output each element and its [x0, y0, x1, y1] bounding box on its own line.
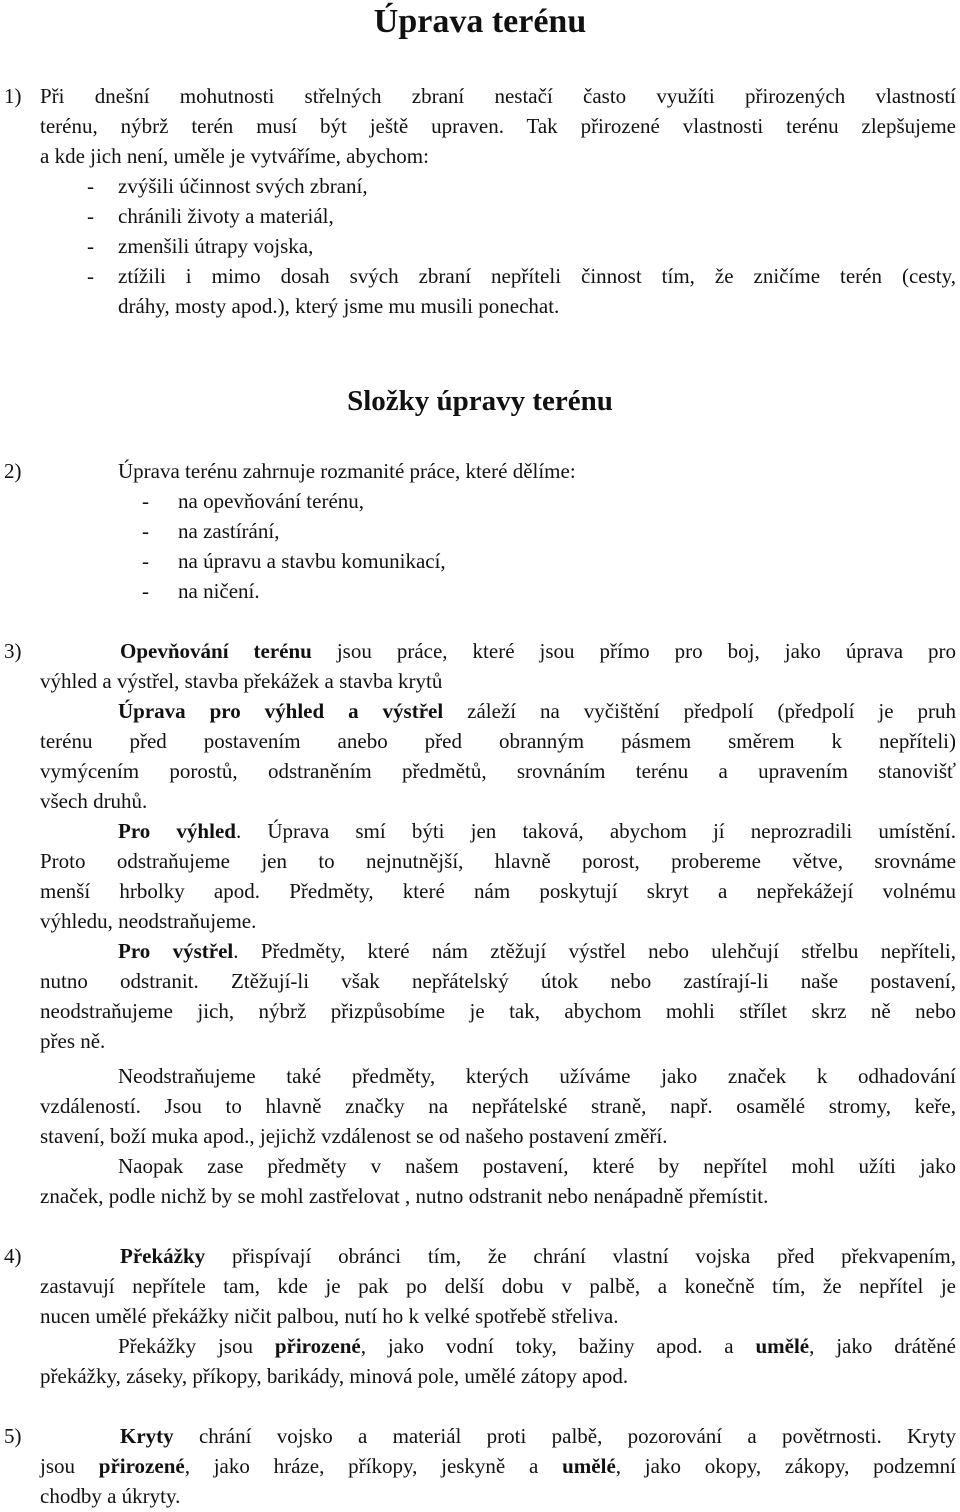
term-natural: přirozené [98, 1454, 185, 1478]
section-3-line-5: vymýcením porostů, odstraněním předmětů, srovnáním terénu a upravením stanovišť [40, 759, 956, 783]
section-5-number: 5) [4, 1424, 22, 1448]
section-3-line-6: všech druhů. [40, 789, 148, 813]
section-3-line-12: nutno odstranit. Ztěžují-li však nepřátelský útok nebo zastírají-li naše postavení, [40, 969, 956, 993]
section-3-line-11: Pro výstřel. Předměty, které nám ztěžují výstřel nebo ulehčují střelbu nepříteli, [118, 939, 956, 963]
term-shelters: Kryty [120, 1424, 174, 1448]
section-1-item-2: chránili životy a materiál, [118, 204, 334, 228]
section-1-line-1: Při dnešní mohutnosti střelných zbraní nestačí často využíti přirozených vlastností [40, 84, 956, 108]
term-natural: přirozené [274, 1334, 361, 1358]
list-dash: - [142, 489, 149, 513]
term-obstacles: Překážky [120, 1244, 206, 1268]
section-4-line-3: nucen umělé překážky ničit palbou, nutí ho k velké spotřebě střeliva. [40, 1304, 619, 1328]
section-3-line-4: terénu před postavením anebo před obranným pásmem směrem k nepříteli) [40, 729, 956, 753]
section-2-intro: Úprava terénu zahrnuje rozmanité práce, které dělíme: [118, 459, 576, 483]
section-3-line-14: přes ně. [40, 1029, 106, 1053]
list-dash: - [87, 234, 94, 258]
section-3-line-1: Opevňování terénu jsou práce, které jsou přímo pro boj, jako úprava pro [120, 639, 957, 663]
section-1-item-3: zmenšili útrapy vojska, [118, 234, 314, 258]
list-dash: - [87, 264, 94, 288]
section-5-line-3: chodby a úkryty. [40, 1484, 181, 1508]
section-1-number: 1) [4, 84, 22, 108]
section-2-number: 2) [4, 459, 22, 483]
section-3-line-19: značek, podle nichž by se mohl zastřelovat , nutno odstranit nebo nenápadně přemístit. [40, 1184, 769, 1208]
section-1-item-4: ztížili i mimo dosah svých zbraní nepříteli činnost tím, že zničíme terén (cesty, [118, 264, 956, 288]
section-3-line-3: Úprava pro výhled a výstřel záleží na vyčištění předpolí (předpolí je pruh [118, 699, 956, 723]
term-fire: Pro výstřel [118, 939, 234, 963]
list-dash: - [142, 549, 149, 573]
term-view: Pro výhled [118, 819, 236, 843]
section-4-line-5: překážky, záseky, příkopy, barikády, minová pole, umělé zátopy apod. [40, 1364, 629, 1388]
list-dash: - [87, 204, 94, 228]
list-dash: - [142, 579, 149, 603]
section-3-line-16: vzdáleností. Jsou to hlavně značky na nepřátelské straně, např. osamělé stromy, keře, [40, 1094, 956, 1118]
section-3-line-2: výhled a výstřel, stavba překážek a stavba krytů [40, 669, 443, 693]
section-1-line-2: terénu, nýbrž terén musí být ještě upraven. Tak přirozené vlastnosti terénu zlepšujeme [40, 114, 956, 138]
section-1-item-1: zvýšili účinnost svých zbraní, [118, 174, 368, 198]
section-3-line-17: stavení, boží muka apod., jejichž vzdálenost se od našeho postavení změří. [40, 1124, 668, 1148]
section-2-item-2: na zastírání, [178, 519, 280, 543]
section-4-line-4: Překážky jsou přirozené, jako vodní toky, bažiny apod. a umělé, jako drátěné [118, 1334, 956, 1358]
section-3-line-8: Proto odstraňujeme jen to nejnutnější, hlavně porost, probereme větve, srovnáme [40, 849, 956, 873]
section-4-line-1: Překážky přispívají obránci tím, že chrání vlastní vojska před překvapením, [120, 1244, 956, 1268]
term-fortification: Opevňování terénu [120, 639, 312, 663]
page-title: Úprava terénu [373, 3, 587, 40]
section-3-line-7: Pro výhled. Úprava smí býti jen taková, abychom jí neprozradili umístění. [118, 819, 956, 843]
section-2-item-4: na ničení. [178, 579, 260, 603]
section-3-line-13: neodstraňujeme jich, nýbrž přizpůsobíme je tak, abychom mohli střílet skrz ně nebo [40, 999, 956, 1023]
section-4-line-2: zastavují nepřítele tam, kde je pak po delší dobu v palbě, a konečně tím, že nepřítel je [40, 1274, 956, 1298]
list-dash: - [87, 174, 94, 198]
term-view-fire: Úprava pro výhled a výstřel [118, 699, 444, 723]
section-3-line-10: výhledu, neodstraňujeme. [40, 909, 257, 933]
section-heading: Složky úpravy terénu [347, 385, 613, 417]
section-2-item-3: na úpravu a stavbu komunikací, [178, 549, 446, 573]
term-artificial: umělé [755, 1334, 810, 1358]
section-5-line-2: jsou přirozené, jako hráze, příkopy, jeskyně a umělé, jako okopy, zákopy, podzemní [40, 1454, 956, 1478]
section-3-number: 3) [4, 639, 22, 663]
term-artificial: umělé [562, 1454, 616, 1478]
section-5-line-1: Kryty chrání vojsko a materiál proti palbě, pozorování a povětrnosti. Kryty [120, 1424, 956, 1448]
section-3-line-18: Naopak zase předměty v našem postavení, které by nepřítel mohl užíti jako [118, 1154, 956, 1178]
section-1-line-3: a kde jich není, uměle je vytváříme, abychom: [40, 144, 429, 168]
section-3-line-9: menší hrbolky apod. Předměty, které nám poskytují skryt a nepřekážejí volnému [40, 879, 956, 903]
section-4-number: 4) [4, 1244, 22, 1268]
section-2-item-1: na opevňování terénu, [178, 489, 365, 513]
section-3-line-15: Neodstraňujeme také předměty, kterých užíváme jako značek k odhadování [118, 1064, 956, 1088]
section-1-item-4-cont: dráhy, mosty apod.), který jsme mu musili ponechat. [118, 294, 560, 318]
list-dash: - [142, 519, 149, 543]
